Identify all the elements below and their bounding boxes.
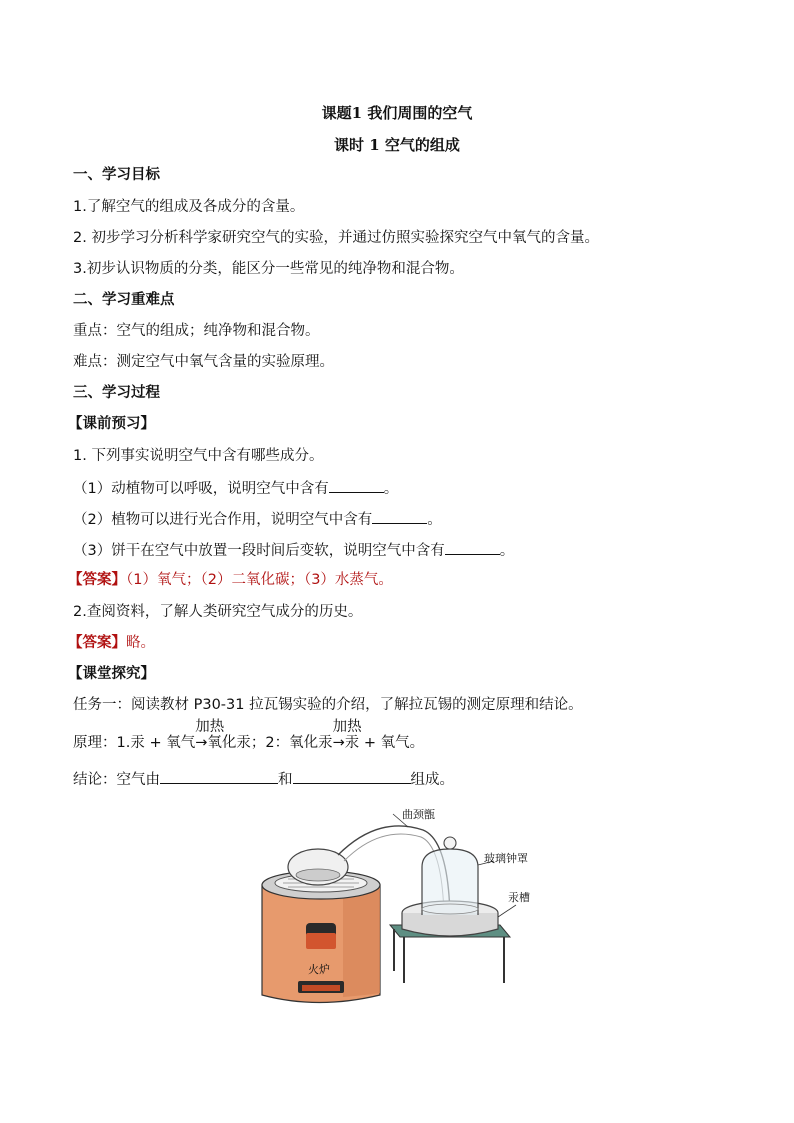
heat-arrow-2	[332, 719, 362, 753]
class-explore-label: 【课堂探究】	[68, 666, 155, 682]
conclusion	[73, 768, 454, 790]
conclusion-blank-1[interactable]	[160, 768, 278, 784]
page-subtitle: 课时 1 空气的组成	[334, 136, 460, 154]
furnace	[262, 871, 380, 1003]
goal-item-1: 1.了解空气的组成及各成分的含量。	[73, 199, 305, 215]
question-1: 1. 下列事实说明空气中含有哪些成分。	[73, 448, 324, 464]
goal-item-2: 2. 初步学习分析科学家研究空气的实验，并通过仿照实验探究空气中氧气的含量。	[73, 230, 599, 246]
task-1: 任务一：阅读教材 P30-31 拉瓦锡实验的介绍，了解拉瓦锡的测定原理和结论。	[73, 697, 583, 713]
heat-label-1: 加热	[195, 719, 225, 735]
page-title: 课题1 我们周围的空气	[321, 104, 473, 122]
answer-blank-1a[interactable]	[329, 477, 384, 493]
retort-label: 曲颈甑	[402, 808, 435, 821]
answer-2	[68, 633, 155, 653]
reaction-arrow-1: →	[195, 735, 208, 751]
goal-item-3: 3.初步认识物质的分类，能区分一些常见的纯净物和混合物。	[73, 261, 464, 277]
period: 。	[383, 481, 399, 497]
question-1a-text: （1）动植物可以呼吸，说明空气中含有	[73, 481, 329, 497]
principle-part-2: 氧化汞；2：氧化汞	[207, 735, 333, 751]
principle-part-1: 原理：1.汞 + 氧气	[73, 735, 196, 751]
preview-label: 【课前预习】	[68, 416, 155, 432]
key-point: 重点：空气的组成；纯净物和混合物。	[73, 323, 320, 339]
heat-label-2: 加热	[332, 719, 362, 735]
period: 。	[427, 512, 442, 528]
conclusion-blank-2[interactable]	[293, 768, 411, 784]
furnace-label: 火炉	[308, 963, 330, 976]
answer-1-text: （1）氧气；（2）二氧化碳；（3）水蒸气。	[126, 572, 393, 588]
answer-tag: 【答案】	[68, 635, 126, 651]
conclusion-text-2: 组成。	[410, 772, 454, 788]
answer-tag: 【答案】	[68, 572, 126, 588]
period: 。	[499, 543, 515, 559]
heat-arrow-1	[195, 719, 225, 753]
answer-blank-1c[interactable]	[445, 539, 500, 555]
conclusion-and: 和	[278, 772, 293, 788]
section-heading-key-points: 二、学习重难点	[73, 292, 175, 308]
question-1b	[73, 508, 442, 530]
answer-2-text: 略。	[126, 635, 155, 651]
reaction-arrow-2: →	[332, 735, 345, 751]
question-1c-text: （3）饼干在空气中放置一段时间后变软，说明空气中含有	[73, 543, 445, 559]
question-1c	[73, 539, 514, 561]
answer-blank-1b[interactable]	[372, 508, 427, 524]
difficult-point: 难点：测定空气中氧气含量的实验原理。	[73, 354, 334, 370]
answer-1	[68, 570, 393, 590]
lavoisier-apparatus-figure	[258, 805, 538, 1010]
bell-jar-label: 玻璃钟罩	[484, 852, 528, 865]
section-heading-goals: 一、学习目标	[73, 167, 160, 183]
conclusion-text-1: 结论：空气由	[73, 772, 160, 788]
trough-label: 汞槽	[508, 891, 530, 904]
question-1a	[73, 477, 398, 499]
question-1b-text: （2）植物可以进行光合作用，说明空气中含有	[73, 512, 373, 528]
section-heading-process: 三、学习过程	[73, 385, 160, 401]
question-2: 2.查阅资料，了解人类研究空气成分的历史。	[73, 604, 363, 620]
principle-part-3: 汞 + 氧气。	[344, 735, 425, 751]
principle-equation	[73, 719, 425, 753]
